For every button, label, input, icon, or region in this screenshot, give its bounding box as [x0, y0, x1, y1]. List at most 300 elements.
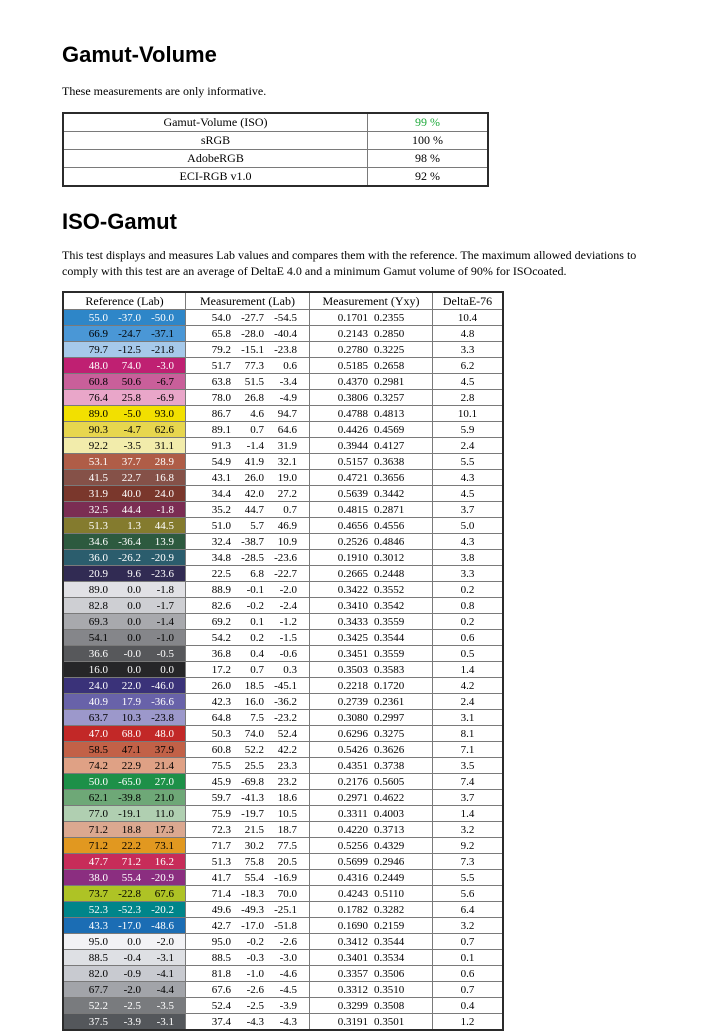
lab-value: 71.2 — [88, 839, 108, 852]
lab-value: 68.0 — [121, 727, 141, 740]
lab-value: 52.4 — [211, 999, 231, 1012]
measurement-yxy-cell — [310, 854, 433, 870]
measurement-lab-cell — [186, 902, 310, 918]
lab-value: 51.5 — [244, 375, 264, 388]
lab-value: 89.0 — [88, 583, 108, 596]
lab-value: -2.0 — [279, 583, 297, 596]
measurement-lab-cell — [186, 966, 310, 982]
lab-value: 27.2 — [277, 487, 297, 500]
reference-lab-cell — [63, 902, 186, 918]
reference-lab-cell — [63, 790, 186, 806]
lab-value: -52.3 — [118, 903, 141, 916]
lab-value: 36.6 — [88, 647, 108, 660]
lab-value: 44.4 — [121, 503, 141, 516]
gamut-volume-title: Gamut-Volume — [62, 42, 217, 67]
reference-lab-cell — [63, 598, 186, 614]
lab-value: 24.0 — [88, 679, 108, 692]
iso-gamut-row — [63, 422, 503, 438]
deltae-cell: 7.3 — [433, 854, 504, 870]
col-header-measurement-yxy: Measurement (Yxy) — [310, 292, 433, 310]
lab-value: 51.3 — [88, 519, 108, 532]
yxy-value: 0.3656 — [374, 471, 405, 484]
lab-value: 88.5 — [88, 951, 108, 964]
yxy-value: 0.3583 — [374, 663, 405, 676]
lab-value: 44.5 — [154, 519, 174, 532]
lab-value: 17.9 — [121, 695, 141, 708]
reference-lab-cell — [63, 934, 186, 950]
deltae-cell: 10.4 — [433, 310, 504, 326]
lab-value: 0.3 — [283, 663, 297, 676]
lab-value: 78.0 — [211, 391, 231, 404]
gamut-volume-note: These measurements are only informative. — [62, 84, 267, 98]
lab-value: 0.0 — [127, 615, 141, 628]
lab-value: 71.2 — [121, 855, 141, 868]
lab-value: 37.5 — [88, 1015, 108, 1028]
lab-value: 21.5 — [244, 823, 264, 836]
lab-value: -23.8 — [151, 711, 174, 724]
lab-value: 82.8 — [88, 599, 108, 612]
lab-value: -3.1 — [156, 1015, 174, 1028]
lab-value: -40.4 — [274, 327, 297, 340]
lab-value: -0.3 — [246, 951, 264, 964]
lab-value: 60.8 — [211, 743, 231, 756]
lab-value: 16.2 — [154, 855, 174, 868]
lab-value: 69.3 — [88, 615, 108, 628]
lab-value: 62.1 — [88, 791, 108, 804]
lab-value: -15.1 — [241, 343, 264, 356]
lab-value: 16.0 — [244, 695, 264, 708]
lab-value: 37.7 — [121, 455, 141, 468]
lab-value: 32.4 — [211, 535, 231, 548]
lab-value: 0.0 — [127, 631, 141, 644]
lab-value: 23.3 — [277, 759, 297, 772]
measurement-lab-cell — [186, 886, 310, 902]
yxy-value: 0.3534 — [374, 951, 405, 964]
lab-value: 50.0 — [88, 775, 108, 788]
deltae-cell: 3.7 — [433, 502, 504, 518]
measurement-lab-cell — [186, 566, 310, 582]
iso-gamut-title: ISO-Gamut — [62, 209, 177, 234]
yxy-value: 0.1720 — [374, 679, 405, 692]
lab-value: -37.1 — [151, 327, 174, 340]
yxy-value: 0.3282 — [374, 903, 405, 916]
yxy-value: 0.4329 — [374, 839, 405, 852]
deltae-cell: 1.2 — [433, 1014, 504, 1031]
iso-gamut-row — [63, 806, 503, 822]
measurement-yxy-cell — [310, 694, 433, 710]
measurement-yxy-cell — [310, 982, 433, 998]
reference-lab-cell — [63, 982, 186, 998]
lab-value: 48.0 — [154, 727, 174, 740]
lab-value: 18.7 — [277, 823, 297, 836]
deltae-cell: 5.0 — [433, 518, 504, 534]
measurement-yxy-cell — [310, 582, 433, 598]
yxy-value: 0.1690 — [337, 919, 368, 932]
measurement-yxy-cell — [310, 726, 433, 742]
yxy-value: 0.5110 — [374, 887, 405, 900]
lab-value: 54.2 — [211, 631, 231, 644]
iso-gamut-row — [63, 358, 503, 374]
lab-value: 36.0 — [88, 551, 108, 564]
yxy-value: 0.2997 — [374, 711, 405, 724]
yxy-value: 0.3012 — [374, 551, 405, 564]
lab-value: 20.5 — [277, 855, 297, 868]
iso-gamut-row — [63, 662, 503, 678]
iso-gamut-row — [63, 598, 503, 614]
lab-value: 11.0 — [155, 807, 174, 820]
lab-value: -27.7 — [241, 311, 264, 324]
lab-value: -36.6 — [151, 695, 174, 708]
yxy-value: 0.3544 — [374, 935, 405, 948]
yxy-value: 0.4556 — [374, 519, 405, 532]
lab-value: 0.1 — [250, 615, 264, 628]
lab-value: -24.7 — [118, 327, 141, 340]
measurement-lab-cell — [186, 358, 310, 374]
iso-gamut-row — [63, 822, 503, 838]
yxy-value: 0.4622 — [374, 791, 405, 804]
reference-lab-cell — [63, 438, 186, 454]
measurement-lab-cell — [186, 422, 310, 438]
yxy-value: 0.3080 — [337, 711, 368, 724]
lab-value: 76.4 — [88, 391, 108, 404]
measurement-yxy-cell — [310, 310, 433, 326]
lab-value: -23.6 — [151, 567, 174, 580]
lab-value: 51.3 — [211, 855, 231, 868]
lab-value: -0.2 — [246, 935, 264, 948]
measurement-yxy-cell — [310, 758, 433, 774]
lab-value: -41.3 — [241, 791, 264, 804]
reference-lab-cell — [63, 966, 186, 982]
lab-value: -3.9 — [123, 1015, 141, 1028]
iso-gamut-row — [63, 998, 503, 1014]
measurement-lab-cell — [186, 630, 310, 646]
lab-value: 64.8 — [211, 711, 231, 724]
lab-value: 89.1 — [211, 423, 231, 436]
measurement-yxy-cell — [310, 646, 433, 662]
lab-value: -2.5 — [246, 999, 264, 1012]
deltae-cell: 2.8 — [433, 390, 504, 406]
yxy-value: 0.3544 — [374, 631, 405, 644]
reference-lab-cell — [63, 870, 186, 886]
lab-value: -23.2 — [274, 711, 297, 724]
reference-lab-cell — [63, 582, 186, 598]
lab-value: 27.0 — [154, 775, 174, 788]
lab-value: -0.9 — [123, 967, 141, 980]
reference-lab-cell — [63, 390, 186, 406]
yxy-value: 0.3508 — [374, 999, 405, 1012]
reference-lab-cell — [63, 454, 186, 470]
lab-value: -20.2 — [151, 903, 174, 916]
lab-value: 67.7 — [88, 983, 108, 996]
iso-gamut-row — [63, 550, 503, 566]
measurement-lab-cell — [186, 374, 310, 390]
yxy-value: 0.3542 — [374, 599, 405, 612]
deltae-cell: 0.2 — [433, 582, 504, 598]
yxy-value: 0.4003 — [373, 807, 405, 820]
lab-value: 82.6 — [211, 599, 231, 612]
yxy-value: 0.5185 — [337, 359, 368, 372]
lab-value: 72.3 — [211, 823, 231, 836]
lab-value: -1.5 — [279, 631, 297, 644]
lab-value: -28.0 — [241, 327, 264, 340]
measurement-lab-cell — [186, 518, 310, 534]
lab-value: 25.8 — [121, 391, 141, 404]
yxy-value: 0.2176 — [337, 775, 368, 788]
yxy-value: 0.3275 — [374, 727, 405, 740]
measurement-lab-cell — [186, 406, 310, 422]
lab-value: 43.1 — [211, 471, 231, 484]
lab-value: -2.0 — [156, 935, 174, 948]
lab-value: 16.8 — [154, 471, 174, 484]
yxy-value: 0.5605 — [374, 775, 405, 788]
lab-value: 23.2 — [277, 775, 297, 788]
lab-value: -1.8 — [156, 503, 174, 516]
yxy-value: 0.4656 — [337, 519, 368, 532]
lab-value: 52.4 — [277, 727, 297, 740]
lab-value: 82.0 — [88, 967, 108, 980]
deltae-cell: 5.9 — [433, 422, 504, 438]
lab-value: -4.4 — [156, 983, 174, 996]
lab-value: 50.3 — [211, 727, 231, 740]
iso-gamut-row — [63, 374, 503, 390]
lab-value: -1.4 — [156, 615, 174, 628]
lab-value: -20.9 — [151, 551, 174, 564]
gamut-volume-row — [63, 168, 488, 187]
lab-value: -25.1 — [274, 903, 297, 916]
reference-lab-cell — [63, 774, 186, 790]
yxy-value: 0.3503 — [337, 663, 368, 676]
yxy-value: 0.4220 — [337, 823, 368, 836]
yxy-value: 0.5256 — [337, 839, 368, 852]
lab-value: 64.6 — [277, 423, 297, 436]
lab-value: 42.7 — [211, 919, 231, 932]
lab-value: 55.0 — [88, 311, 108, 324]
measurement-yxy-cell — [310, 934, 433, 950]
iso-gamut-row — [63, 742, 503, 758]
lab-value: -69.8 — [241, 775, 264, 788]
yxy-value: 0.3422 — [337, 583, 368, 596]
lab-value: 42.0 — [244, 487, 264, 500]
lab-value: 75.9 — [211, 807, 231, 820]
measurement-yxy-cell — [310, 870, 433, 886]
deltae-cell: 5.5 — [433, 870, 504, 886]
measurement-yxy-cell — [310, 662, 433, 678]
yxy-value: 0.4815 — [337, 503, 368, 516]
lab-value: -46.0 — [151, 679, 174, 692]
lab-value: 54.0 — [211, 311, 231, 324]
iso-gamut-row — [63, 886, 503, 902]
measurement-yxy-cell — [310, 966, 433, 982]
lab-value: 31.1 — [154, 439, 174, 452]
lab-value: 45.9 — [211, 775, 231, 788]
iso-gamut-row — [63, 870, 503, 886]
measurement-yxy-cell — [310, 838, 433, 854]
iso-gamut-row — [63, 502, 503, 518]
deltae-cell: 3.5 — [433, 758, 504, 774]
lab-value: -28.5 — [241, 551, 264, 564]
lab-value: 31.9 — [88, 487, 108, 500]
measurement-lab-cell — [186, 694, 310, 710]
lab-value: 47.1 — [121, 743, 141, 756]
measurement-yxy-cell — [310, 902, 433, 918]
measurement-lab-cell — [186, 646, 310, 662]
measurement-yxy-cell — [310, 326, 433, 342]
lab-value: -1.7 — [156, 599, 174, 612]
lab-value: 88.9 — [211, 583, 231, 596]
lab-value: 0.4 — [250, 647, 264, 660]
yxy-value: 0.5157 — [337, 455, 368, 468]
gamut-volume-row-label: AdobeRGB — [63, 150, 368, 168]
yxy-value: 0.3191 — [337, 1015, 368, 1028]
iso-gamut-row — [63, 710, 503, 726]
lab-value: 52.2 — [88, 999, 108, 1012]
reference-lab-cell — [63, 374, 186, 390]
reference-lab-cell — [63, 486, 186, 502]
iso-gamut-row — [63, 438, 503, 454]
measurement-lab-cell — [186, 1014, 310, 1031]
yxy-value: 0.5426 — [337, 743, 368, 756]
deltae-cell: 8.1 — [433, 726, 504, 742]
lab-value: -19.7 — [241, 807, 264, 820]
reference-lab-cell — [63, 566, 186, 582]
lab-value: 0.0 — [127, 583, 141, 596]
measurement-yxy-cell — [310, 406, 433, 422]
reference-lab-cell — [63, 422, 186, 438]
lab-value: 42.3 — [211, 695, 231, 708]
lab-value: 32.1 — [277, 455, 297, 468]
lab-value: 17.2 — [211, 663, 231, 676]
lab-value: -1.2 — [279, 615, 297, 628]
iso-gamut-row — [63, 454, 503, 470]
lab-value: -22.8 — [118, 887, 141, 900]
yxy-value: 0.3312 — [337, 983, 368, 996]
lab-value: 67.6 — [211, 983, 231, 996]
lab-value: -2.6 — [246, 983, 264, 996]
lab-value: 7.5 — [250, 711, 264, 724]
lab-value: 77.3 — [244, 359, 264, 372]
lab-value: 46.9 — [277, 519, 297, 532]
lab-value: 17.3 — [154, 823, 174, 836]
measurement-yxy-cell — [310, 998, 433, 1014]
lab-value: 22.2 — [121, 839, 141, 852]
deltae-cell: 0.6 — [433, 630, 504, 646]
lab-value: -3.5 — [123, 439, 141, 452]
lab-value: 95.0 — [88, 935, 108, 948]
lab-value: 22.5 — [211, 567, 231, 580]
iso-gamut-table — [62, 291, 504, 1031]
yxy-value: 0.2850 — [374, 327, 405, 340]
gamut-volume-row-value: 92 % — [368, 168, 489, 187]
deltae-cell: 4.5 — [433, 486, 504, 502]
measurement-yxy-cell — [310, 614, 433, 630]
lab-value: 31.9 — [277, 439, 297, 452]
deltae-cell: 7.4 — [433, 774, 504, 790]
yxy-value: 0.1782 — [337, 903, 368, 916]
measurement-lab-cell — [186, 854, 310, 870]
lab-value: -0.0 — [123, 647, 141, 660]
lab-value: -51.8 — [274, 919, 297, 932]
iso-gamut-row — [63, 774, 503, 790]
lab-value: 92.2 — [88, 439, 108, 452]
yxy-value: 0.3738 — [374, 759, 405, 772]
lab-value: -26.2 — [118, 551, 141, 564]
deltae-cell: 0.7 — [433, 934, 504, 950]
measurement-lab-cell — [186, 582, 310, 598]
lab-value: -21.8 — [151, 343, 174, 356]
lab-value: 10.9 — [277, 535, 297, 548]
lab-value: 89.0 — [88, 407, 108, 420]
iso-gamut-row — [63, 646, 503, 662]
reference-lab-cell — [63, 998, 186, 1014]
lab-value: -39.8 — [118, 791, 141, 804]
reference-lab-cell — [63, 550, 186, 566]
measurement-yxy-cell — [310, 470, 433, 486]
yxy-value: 0.2448 — [374, 567, 405, 580]
deltae-cell: 9.2 — [433, 838, 504, 854]
measurement-lab-cell — [186, 870, 310, 886]
lab-value: -1.0 — [246, 967, 264, 980]
lab-value: 41.7 — [211, 871, 231, 884]
col-header-measurement-lab: Measurement (Lab) — [186, 292, 310, 310]
deltae-cell: 1.4 — [433, 806, 504, 822]
lab-value: -17.0 — [241, 919, 264, 932]
reference-lab-cell — [63, 1014, 186, 1031]
lab-value: 73.1 — [154, 839, 174, 852]
yxy-value: 0.1910 — [337, 551, 368, 564]
iso-gamut-row — [63, 790, 503, 806]
deltae-cell: 6.4 — [433, 902, 504, 918]
lab-value: 10.3 — [121, 711, 141, 724]
lab-value: 49.6 — [211, 903, 231, 916]
iso-gamut-row — [63, 902, 503, 918]
measurement-lab-cell — [186, 550, 310, 566]
lab-value: 74.0 — [244, 727, 264, 740]
lab-value: 0.7 — [250, 663, 264, 676]
lab-value: 10.5 — [277, 807, 297, 820]
lab-value: 81.8 — [211, 967, 231, 980]
yxy-value: 0.4351 — [337, 759, 368, 772]
yxy-value: 0.5639 — [337, 487, 368, 500]
measurement-yxy-cell — [310, 374, 433, 390]
iso-gamut-row — [63, 694, 503, 710]
lab-value: 18.6 — [277, 791, 297, 804]
reference-lab-cell — [63, 614, 186, 630]
measurement-lab-cell — [186, 470, 310, 486]
deltae-cell: 10.1 — [433, 406, 504, 422]
lab-value: -3.4 — [279, 375, 297, 388]
lab-value: 48.0 — [88, 359, 108, 372]
measurement-lab-cell — [186, 726, 310, 742]
gamut-volume-row-label: ECI-RGB v1.0 — [63, 168, 368, 187]
yxy-value: 0.3506 — [374, 967, 405, 980]
measurement-lab-cell — [186, 982, 310, 998]
deltae-cell: 4.3 — [433, 470, 504, 486]
lab-value: 9.6 — [127, 567, 141, 580]
lab-value: 0.0 — [160, 663, 174, 676]
yxy-value: 0.3638 — [374, 455, 405, 468]
measurement-yxy-cell — [310, 678, 433, 694]
lab-value: -3.1 — [156, 951, 174, 964]
iso-gamut-row — [63, 854, 503, 870]
deltae-cell: 4.2 — [433, 678, 504, 694]
lab-value: 42.2 — [277, 743, 297, 756]
lab-value: 54.1 — [88, 631, 108, 644]
reference-lab-cell — [63, 854, 186, 870]
measurement-yxy-cell — [310, 390, 433, 406]
lab-value: -3.0 — [156, 359, 174, 372]
measurement-yxy-cell — [310, 630, 433, 646]
lab-value: 18.5 — [244, 679, 264, 692]
